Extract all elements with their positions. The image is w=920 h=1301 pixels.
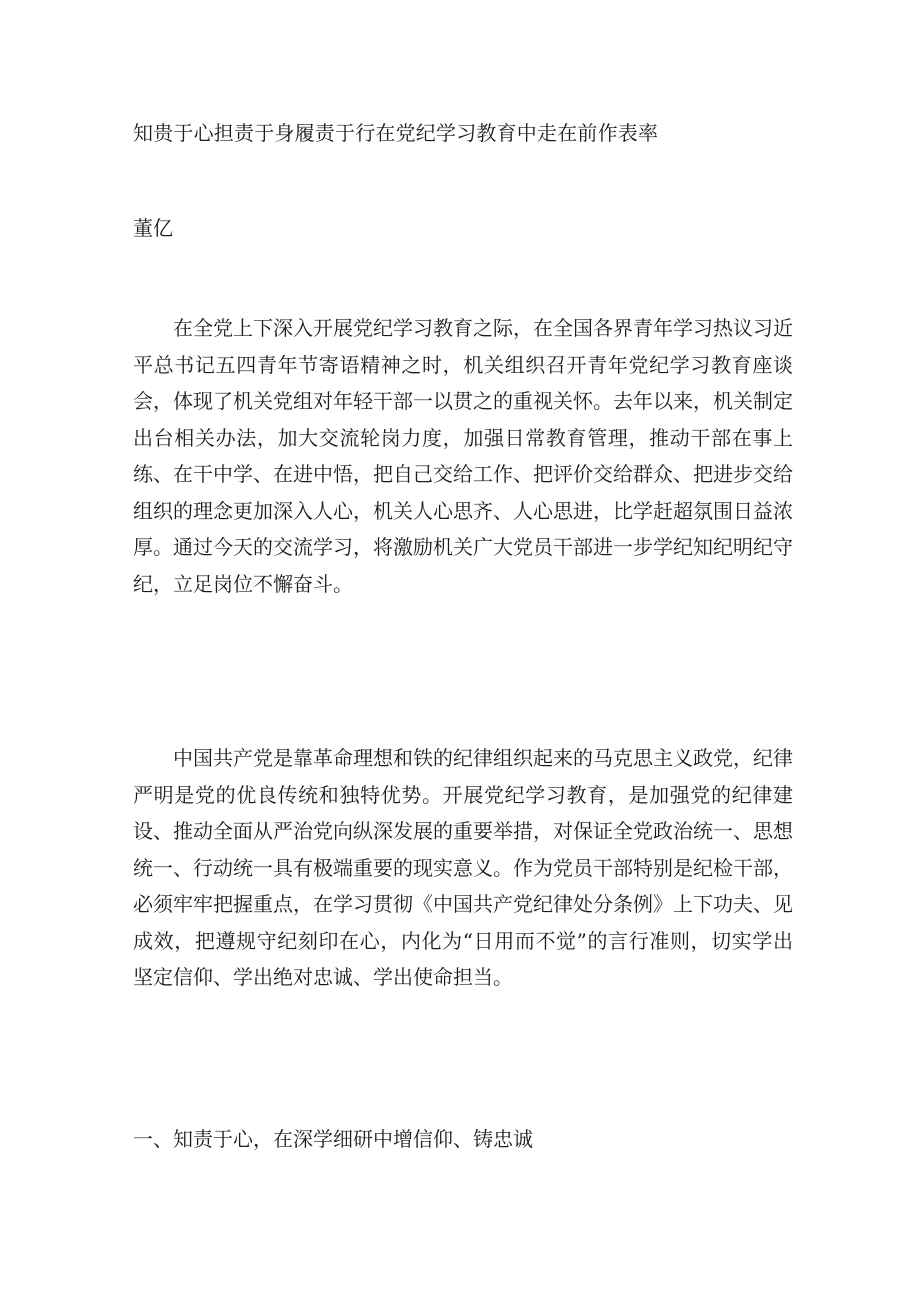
section-heading: 一、知责于心，在深学细研中增信仰、铸忠诚 — [133, 1127, 533, 1151]
author-name: 董亿 — [133, 216, 173, 240]
document-title: 知贵于心担责于身履责于行在党纪学习教育中走在前作表率 — [133, 121, 659, 145]
paragraph-1: 在全党上下深入开展党纪学习教育之际，在全国各界青年学习热议习近平总书记五四青年节寄语精神之时，机关组织召开青年党纪学习教育座谈会，体现了机关党组对年轻干部一以贯之的重视关怀。去年以来，机关制定出台相关办法，加大交流轮岗力度，加强日常教育管理，推动干部在事上练、在干中学、在进中悟，把自己交给工作、把评价交给群众、把进步交给组织的理念更加深入人心，机关人心思齐、人心思进，比学赶超氛围日益浓厚。通过今天的交流学习，将激励机关广大党员干部进一步学纪知纪明纪守纪，立足岗位不懈奋斗。 — [133, 316, 793, 596]
paragraph-2: 中国共产党是靠革命理想和铁的纪律组织起来的马克思主义政党，纪律严明是党的优良传统和独特优势。开展党纪学习教育，是加强党的纪律建设、推动全面从严治党向纵深发展的重要举措，对保证全党政治统一、思想统一、行动统一具有极端重要的现实意义。作为党员干部特别是纪检干部，必须牢牢把握重点，在学习贯彻《中国共产党纪律处分条例》上下功夫、见成效，把遵规守纪刻印在心，内化为“日用而不觉”的言行准则，切实学出坚定信仰、学出绝对忠诚、学出使命担当。 — [133, 746, 793, 989]
